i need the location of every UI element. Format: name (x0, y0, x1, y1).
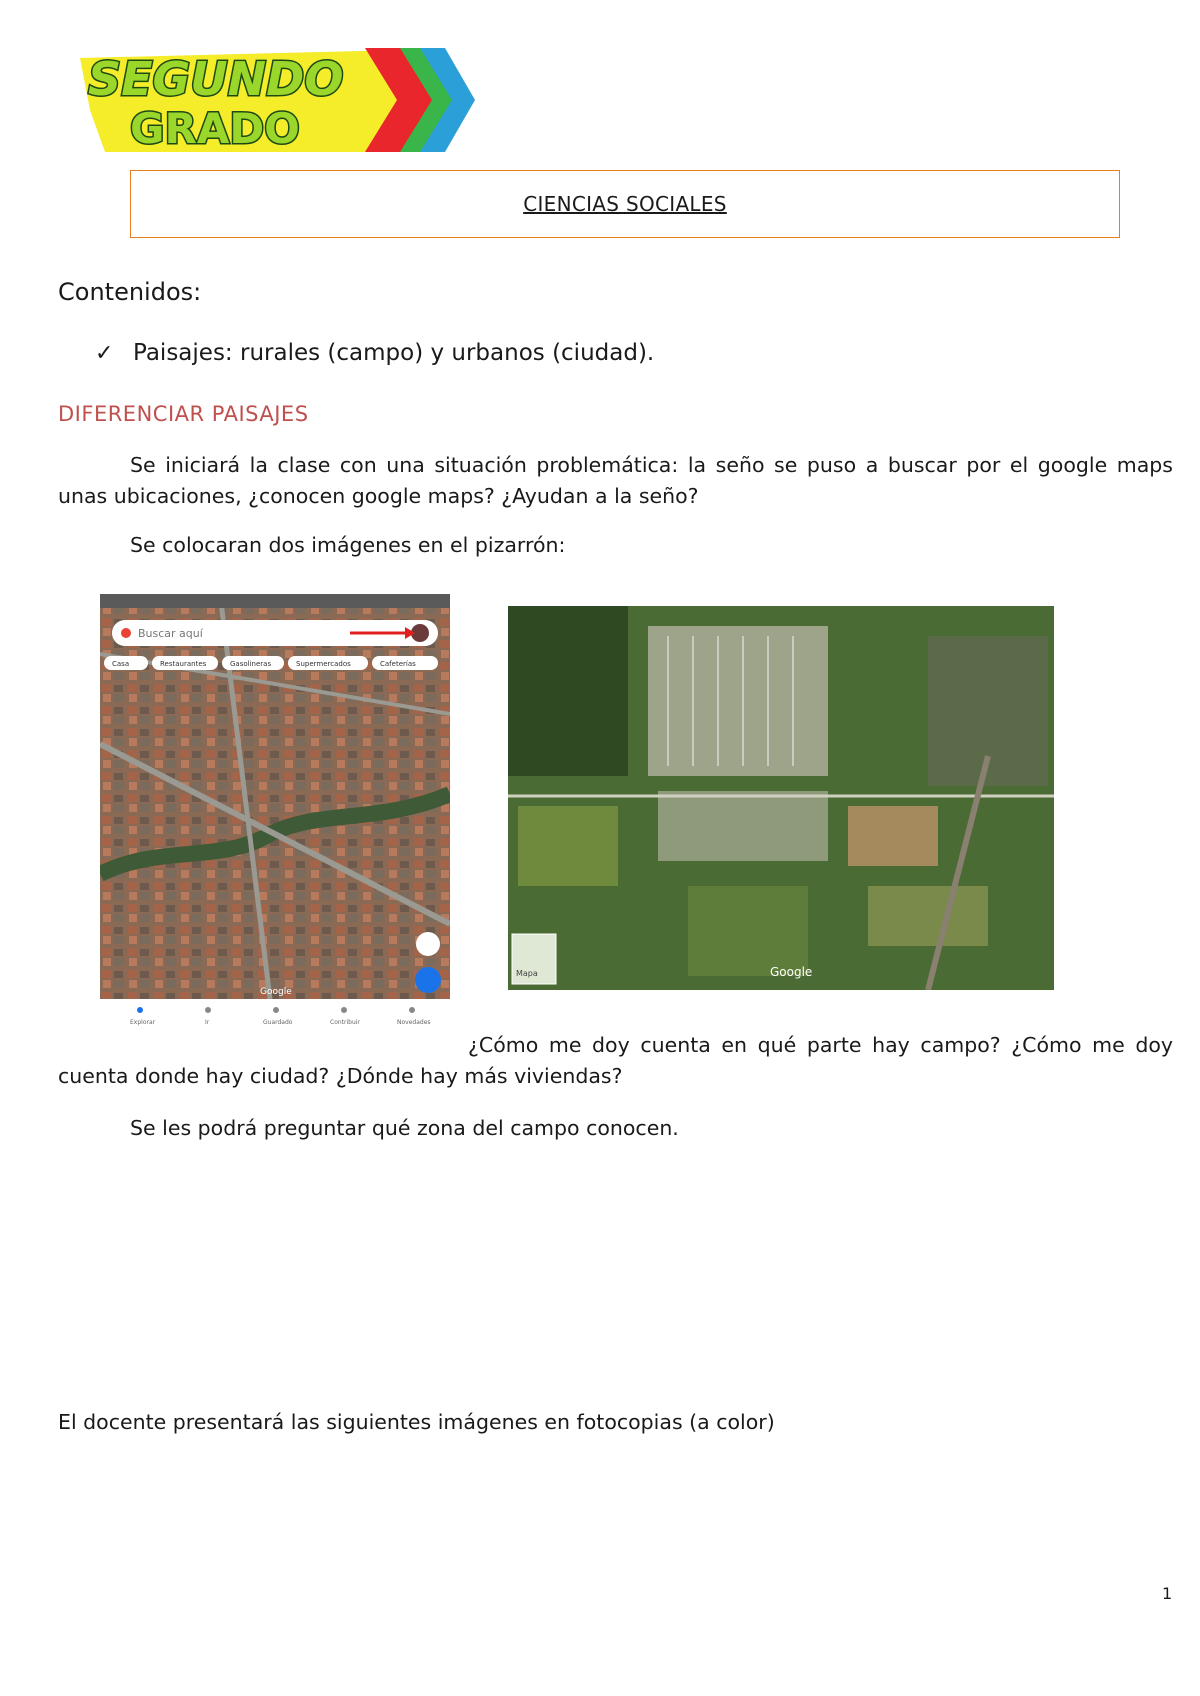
segundo-grado-logo (70, 40, 490, 155)
nav-contribuir: Contribuir (330, 1019, 360, 1026)
logo-line1: SEGUNDO (88, 52, 344, 106)
chip-cafeterias: Cafeterías (380, 660, 416, 668)
nav-novedades: Novedades (397, 1019, 431, 1026)
paragraph-intro: Se iniciará la clase con una situación problemática: la seño se puso a buscar por el google maps unas ubicaciones, ¿conocen google maps? ¿Ayudan a la seño? (58, 453, 1173, 508)
page-number: 1 (1162, 1584, 1173, 1603)
logo-line2: GRADO (130, 104, 300, 153)
contents-list-item (95, 340, 654, 366)
section-title: DIFERENCIAR PAISAJES (58, 402, 309, 426)
checkmark-icon: ✓ (95, 340, 114, 366)
aerial-rural-image (508, 606, 1054, 990)
nav-guardado: Guardado (263, 1019, 293, 1026)
contents-item-text: Paisajes: rurales (campo) y urbanos (ciudad). (133, 340, 655, 366)
aerial-map-toggle: Mapa (516, 969, 538, 978)
subject-title: CIENCIAS SOCIALES (523, 192, 727, 216)
paragraph-images: Se colocaran dos imágenes en el pizarrón: (130, 533, 566, 557)
aerial-watermark: Google (770, 965, 813, 979)
paragraph-photocopies: El docente presentará las siguientes imágenes en fotocopias (a color) (58, 1410, 775, 1434)
nav-explorar: Explorar (130, 1019, 156, 1026)
maps-search-placeholder: Buscar aquí (138, 627, 203, 640)
subject-box (130, 170, 1120, 238)
nav-ir: Ir (205, 1019, 210, 1026)
paragraph-ask: Se les podrá preguntar qué zona del campo conocen. (130, 1116, 679, 1140)
paragraph-questions (58, 1030, 1173, 1092)
chip-casa: Casa (112, 660, 130, 668)
maps-watermark: Google (260, 987, 292, 997)
google-maps-city-screenshot (100, 594, 450, 1034)
chip-supermercados: Supermercados (296, 660, 351, 668)
chip-restaurantes: Restaurantes (160, 660, 207, 668)
paragraph-questions-text: ¿Cómo me doy cuenta en qué parte hay campo? ¿Cómo me doy cuenta donde hay ciudad? ¿Dónde hay más viviendas? (58, 1033, 1173, 1088)
contents-heading: Contenidos: (58, 278, 202, 306)
chip-gasolineras: Gasolineras (230, 660, 272, 668)
